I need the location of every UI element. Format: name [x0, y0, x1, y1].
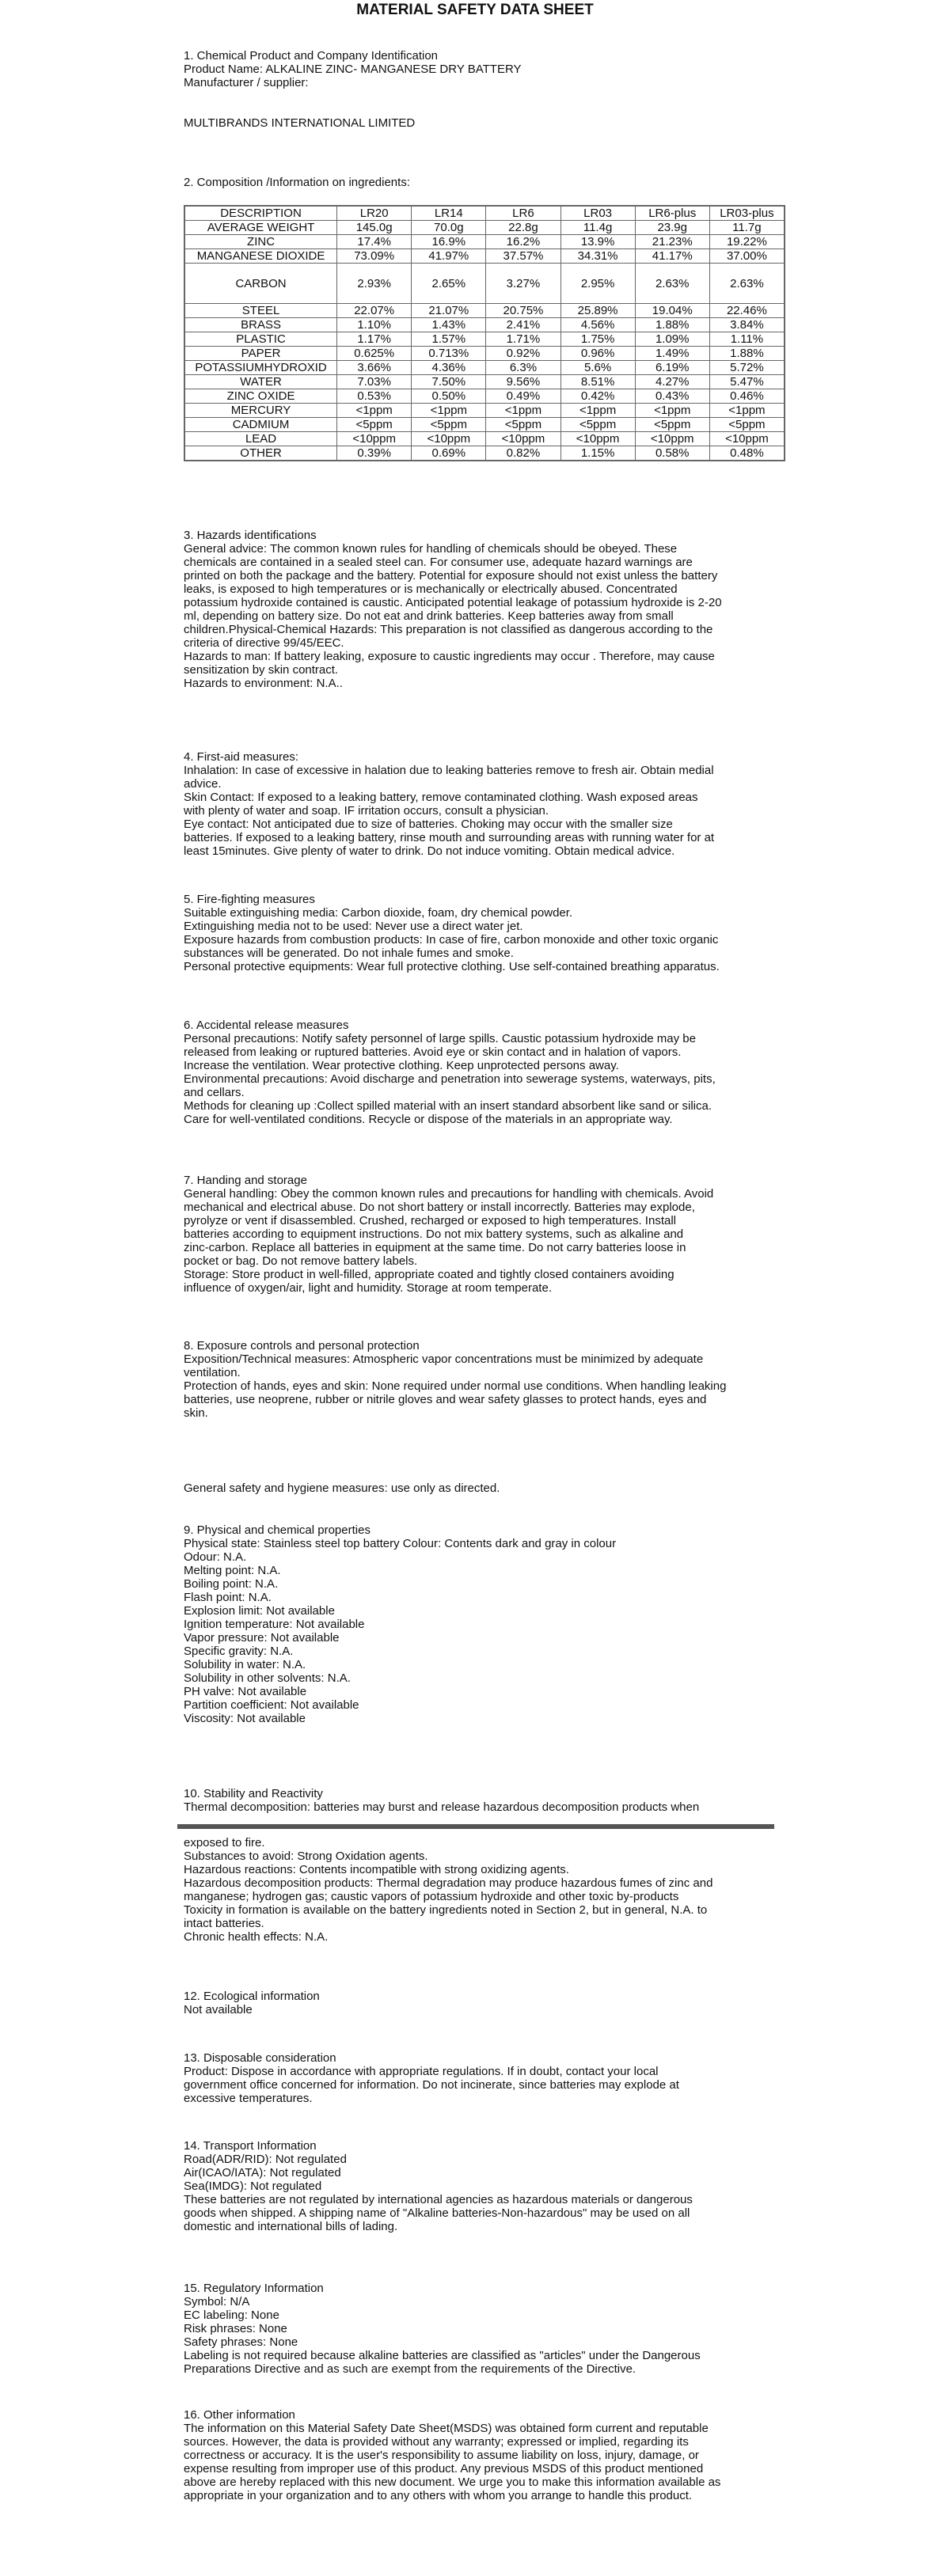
s4-line: advice. — [184, 777, 222, 791]
s10b-line: manganese; hydrogen gas; caustic vapors of potassium hydroxide and other toxic by-products — [184, 1890, 679, 1903]
row-label: OTHER — [184, 446, 337, 461]
s10a-line: Thermal decomposition: batteries may burst and release hazardous decomposition products when — [184, 1800, 700, 1814]
table-cell: 1.43% — [412, 318, 486, 332]
table-cell: 37.57% — [486, 249, 560, 264]
table-cell: 1.15% — [560, 446, 635, 461]
table-row — [184, 318, 785, 332]
table-cell: 25.89% — [560, 304, 635, 318]
column-header: LR6 — [486, 206, 560, 221]
row-label: WATER — [184, 375, 337, 389]
row-label: ZINC OXIDE — [184, 389, 337, 404]
s1-line — [184, 103, 785, 116]
table-cell: 4.56% — [560, 318, 635, 332]
s6-line: Methods for cleaning up :Collect spilled material with an insert standard absorbent like sand or silica. — [184, 1099, 712, 1113]
table-cell: 7.50% — [412, 375, 486, 389]
s4-line: Skin Contact: If exposed to a leaking battery, remove contaminated clothing. Wash exposed areas — [184, 791, 698, 804]
table-cell: 19.04% — [635, 304, 709, 318]
table-cell: 41.97% — [412, 249, 486, 264]
s7-line: zinc-carbon. Replace all batteries in equipment at the same time. Do not carry batteries loose in — [184, 1241, 686, 1254]
s12-heading: 12. Ecological information — [184, 1990, 320, 2003]
s1-line — [184, 89, 785, 103]
column-header: LR03-plus — [709, 206, 785, 221]
table-cell: 1.09% — [635, 332, 709, 347]
s10b-line: Hazardous reactions: Contents incompatible with strong oxidizing agents. — [184, 1863, 569, 1876]
table-cell: <10ppm — [412, 432, 486, 446]
s9-line: Vapor pressure: Not available — [184, 1631, 340, 1645]
s7-heading: 7. Handing and storage — [184, 1174, 307, 1187]
table-cell: <1ppm — [486, 404, 560, 418]
s3-line: General advice: The common known rules for handling of chemicals should be obeyed. These — [184, 542, 678, 556]
table-cell: 145.0g — [337, 221, 412, 235]
table-cell: 37.00% — [709, 249, 785, 264]
s3-line: printed on both the package and the battery. Potential for exposure should not exist unless the battery — [184, 569, 718, 582]
s3-line: Hazards to man: If battery leaking, exposure to caustic ingredients may occur . Therefore, may cause — [184, 650, 715, 663]
s10b-line: Chronic health effects: N.A. — [184, 1930, 329, 1944]
s14-line: These batteries are not regulated by international agencies as hazardous materials or dangerous — [184, 2193, 693, 2206]
table-row — [184, 264, 785, 304]
s9-line: PH valve: Not available — [184, 1685, 307, 1698]
s8-line: ventilation. — [184, 1366, 241, 1379]
table-cell: 2.93% — [337, 264, 412, 304]
table-cell: 2.65% — [412, 264, 486, 304]
s5-line: Suitable extinguishing media: Carbon dioxide, foam, dry chemical powder. — [184, 906, 573, 920]
s5-line: substances will be generated. Do not inhale fumes and smoke. — [184, 947, 514, 960]
table-cell: 0.69% — [412, 446, 486, 461]
s8-line: Protection of hands, eyes and skin: None required under normal use conditions. When handling leaking — [184, 1379, 727, 1393]
table-cell: 3.66% — [337, 361, 412, 375]
s4-line: batteries. If exposed to a leaking battery, rinse mouth and surrounding areas with running water for at — [184, 831, 715, 844]
table-cell: <1ppm — [337, 404, 412, 418]
table-cell: <5ppm — [486, 418, 560, 432]
s7-line: Storage: Store product in well-filled, appropriate coated and tightly closed containers avoiding — [184, 1268, 674, 1281]
page-break-divider — [177, 1824, 774, 1829]
s7-line: mechanical and electrical abuse. Do not short battery or install incorrectly. Batteries may explode, — [184, 1201, 695, 1214]
s15-line: EC labeling: None — [184, 2309, 279, 2322]
s13-line: government office concerned for information. Do not incinerate, since batteries may explode at — [184, 2078, 679, 2092]
s3-line: potassium hydroxide contained is caustic. Anticipated potential leakage of potassium hydroxide is 2-20 — [184, 596, 722, 609]
column-header: LR6-plus — [635, 206, 709, 221]
table-cell: 0.42% — [560, 389, 635, 404]
table-row — [184, 375, 785, 389]
table-row — [184, 221, 785, 235]
section-10-stability-part-1 — [184, 1787, 785, 1814]
s5-heading: 5. Fire-fighting measures — [184, 893, 315, 906]
s7-line: General handling: Obey the common known rules and precautions for handling with chemicals. Avoid — [184, 1187, 714, 1201]
s4-line: Inhalation: In case of excessive in halation due to leaking batteries remove to fresh air. Obtain medial — [184, 764, 714, 777]
table-cell: 2.95% — [560, 264, 635, 304]
s5-line: Exposure hazards from combustion products: In case of fire, carbon monoxide and other toxic organic — [184, 933, 719, 947]
table-cell: 0.713% — [412, 347, 486, 361]
table-cell: 0.43% — [635, 389, 709, 404]
section-16-other-info — [184, 2408, 785, 2502]
section-4-first-aid — [184, 750, 785, 858]
s1-heading: 1. Chemical Product and Company Identification — [184, 49, 439, 63]
table-cell: <1ppm — [560, 404, 635, 418]
s8-line: batteries, use neoprene, rubber or nitrile gloves and wear safety glasses to protect hands, eyes and — [184, 1393, 707, 1406]
s3-line: ml, depending on battery size. Do not eat and drink batteries. Keep batteries away from small — [184, 609, 674, 623]
row-label: CARBON — [184, 264, 337, 304]
table-cell: 41.17% — [635, 249, 709, 264]
s15-line: Safety phrases: None — [184, 2335, 298, 2349]
s1-line: Product Name: ALKALINE ZINC- MANGANESE DRY BATTERY — [184, 63, 522, 76]
s8-heading: 8. Exposure controls and personal protection — [184, 1339, 420, 1352]
table-cell: 0.92% — [486, 347, 560, 361]
section-7-handling-storage — [184, 1174, 785, 1295]
s14-line: domestic and international bills of lading. — [184, 2220, 398, 2233]
section-15-regulatory — [184, 2282, 785, 2376]
s16-line: correctness or accuracy. It is the user's responsibility to assume liability on loss, injury, damage, or — [184, 2449, 699, 2462]
section-10-stability-part-2 — [184, 1836, 785, 1944]
table-header-row — [184, 206, 785, 221]
table-row — [184, 446, 785, 461]
table-cell: 22.07% — [337, 304, 412, 318]
column-header: DESCRIPTION — [184, 206, 337, 221]
table-cell: <10ppm — [337, 432, 412, 446]
table-cell: 1.57% — [412, 332, 486, 347]
row-label: AVERAGE WEIGHT — [184, 221, 337, 235]
s16-line: The information on this Material Safety Date Sheet(MSDS) was obtained form current and reputable — [184, 2422, 709, 2435]
table-cell: 70.0g — [412, 221, 486, 235]
table-cell: <5ppm — [412, 418, 486, 432]
s1-line: MULTIBRANDS INTERNATIONAL LIMITED — [184, 116, 416, 130]
table-cell: 4.27% — [635, 375, 709, 389]
table-cell: 1.17% — [337, 332, 412, 347]
s3-line: chemicals are contained in a sealed steel can. For consumer use, adequate hazard warnings are — [184, 556, 693, 569]
s10b-line: Substances to avoid: Strong Oxidation agents. — [184, 1849, 428, 1863]
s14-line: Air(ICAO/IATA): Not regulated — [184, 2166, 341, 2180]
s16-line: sources. However, the data is provided without any warranty; expressed or implied, regarding its — [184, 2435, 689, 2449]
table-cell: 1.88% — [709, 347, 785, 361]
row-label: MANGANESE DIOXIDE — [184, 249, 337, 264]
table-cell: 1.88% — [635, 318, 709, 332]
s15-heading: 15. Regulatory Information — [184, 2282, 324, 2295]
s4-heading: 4. First-aid measures: — [184, 750, 299, 764]
table-row — [184, 235, 785, 249]
s14-line: Road(ADR/RID): Not regulated — [184, 2153, 347, 2166]
table-cell: 5.47% — [709, 375, 785, 389]
table-cell: 6.19% — [635, 361, 709, 375]
row-label: PAPER — [184, 347, 337, 361]
table-cell: 0.625% — [337, 347, 412, 361]
table-cell: 23.9g — [635, 221, 709, 235]
table-cell: 11.7g — [709, 221, 785, 235]
table-row — [184, 389, 785, 404]
s6-heading: 6. Accidental release measures — [184, 1019, 349, 1032]
column-header: LR20 — [337, 206, 412, 221]
row-label: CADMIUM — [184, 418, 337, 432]
s10b-heading: exposed to fire. — [184, 1836, 265, 1849]
section-8-exposure-controls — [184, 1339, 785, 1420]
row-label: ZINC — [184, 235, 337, 249]
s14-line: Sea(IMDG): Not regulated — [184, 2180, 322, 2193]
s3-heading: 3. Hazards identifications — [184, 529, 317, 542]
s9-line: Ignition temperature: Not available — [184, 1618, 365, 1631]
row-label: STEEL — [184, 304, 337, 318]
s15-line: Labeling is not required because alkaline batteries are classified as "articles" under the Dangerous — [184, 2349, 701, 2362]
table-cell: 16.2% — [486, 235, 560, 249]
table-cell: 1.49% — [635, 347, 709, 361]
table-cell: 13.9% — [560, 235, 635, 249]
table-cell: 1.11% — [709, 332, 785, 347]
table-cell: 16.9% — [412, 235, 486, 249]
s9-line: Partition coefficient: Not available — [184, 1698, 359, 1712]
table-cell: 4.36% — [412, 361, 486, 375]
row-label: BRASS — [184, 318, 337, 332]
s10b-line: Hazardous decomposition products: Thermal degradation may produce hazardous fumes of zinc and — [184, 1876, 713, 1890]
table-row — [184, 332, 785, 347]
section-3-hazards — [184, 529, 785, 690]
s15-line: Symbol: N/A — [184, 2295, 250, 2309]
s4-line: Eye contact: Not anticipated due to size of batteries. Choking may occur with the smaller size — [184, 818, 673, 831]
s7-line: batteries according to equipment instructions. Do not mix battery systems, such as alkaline and — [184, 1227, 684, 1241]
table-row — [184, 404, 785, 418]
row-label: POTASSIUMHYDROXID — [184, 361, 337, 375]
column-header: LR03 — [560, 206, 635, 221]
s9-line: Flash point: N.A. — [184, 1591, 272, 1604]
s5-line: Personal protective equipments: Wear full protective clothing. Use self-contained breathing apparatus. — [184, 960, 720, 973]
general-hygiene-measures: General safety and hygiene measures: use only as directed. — [184, 1481, 500, 1495]
s12-line: Not available — [184, 2003, 253, 2016]
s3-line: sensitization by skin contract. — [184, 663, 339, 677]
section-14-transport — [184, 2139, 785, 2233]
s6-line: Care for well-ventilated conditions. Recycle or dispose of the materials in an appropriate way. — [184, 1113, 673, 1126]
table-cell: 73.09% — [337, 249, 412, 264]
table-cell: <10ppm — [560, 432, 635, 446]
s9-line: Physical state: Stainless steel top battery Colour: Contents dark and gray in colour — [184, 1537, 617, 1550]
s14-line: goods when shipped. A shipping name of "Alkaline batteries-Non-hazardous" may be used on all — [184, 2206, 690, 2220]
section-1-identification — [184, 49, 785, 130]
table-cell: 22.8g — [486, 221, 560, 235]
table-cell: 2.63% — [635, 264, 709, 304]
table-cell: 0.82% — [486, 446, 560, 461]
table-cell: 0.46% — [709, 389, 785, 404]
table-cell: 34.31% — [560, 249, 635, 264]
s9-line: Boiling point: N.A. — [184, 1577, 279, 1591]
column-header: LR14 — [412, 206, 486, 221]
table-cell: <5ppm — [635, 418, 709, 432]
table-row — [184, 304, 785, 318]
section-12-ecological — [184, 1990, 785, 2016]
section-2-composition — [184, 176, 785, 461]
table-cell: 21.23% — [635, 235, 709, 249]
table-cell: <1ppm — [412, 404, 486, 418]
table-cell: <10ppm — [709, 432, 785, 446]
s15-line: Preparations Directive and as such are exempt from the requirements of the Directive. — [184, 2362, 636, 2376]
table-cell: 2.41% — [486, 318, 560, 332]
table-cell: 22.46% — [709, 304, 785, 318]
composition-table — [184, 205, 785, 461]
section-2-heading: 2. Composition /Information on ingredients: — [184, 176, 410, 189]
s7-line: pyrolyze or vent if disassembled. Crushed, recharged or exposed to high temperatures. Install — [184, 1214, 676, 1227]
s8-line: Exposition/Technical measures: Atmospheric vapor concentrations must be minimized by adequate — [184, 1352, 704, 1366]
section-6-accidental-release — [184, 1019, 785, 1126]
s10b-line: intact batteries. — [184, 1917, 264, 1930]
table-row — [184, 249, 785, 264]
table-cell: 20.75% — [486, 304, 560, 318]
table-cell: 5.72% — [709, 361, 785, 375]
s10a-heading: 10. Stability and Reactivity — [184, 1787, 323, 1800]
table-cell: 1.10% — [337, 318, 412, 332]
table-cell: 19.22% — [709, 235, 785, 249]
table-row — [184, 418, 785, 432]
s13-line: excessive temperatures. — [184, 2092, 313, 2105]
section-13-disposal — [184, 2051, 785, 2105]
table-cell: 3.27% — [486, 264, 560, 304]
s4-line: with plenty of water and soap. IF irritation occurs, consult a physician. — [184, 804, 549, 818]
s3-line: children.Physical-Chemical Hazards: This preparation is not classified as dangerous according to the — [184, 623, 713, 636]
table-cell: <10ppm — [486, 432, 560, 446]
section-9-physical-properties — [184, 1523, 785, 1725]
table-cell: 0.58% — [635, 446, 709, 461]
s9-line: Viscosity: Not available — [184, 1712, 306, 1725]
table-cell: 0.96% — [560, 347, 635, 361]
table-cell: 0.49% — [486, 389, 560, 404]
s15-line: Risk phrases: None — [184, 2322, 287, 2335]
s8-line: skin. — [184, 1406, 208, 1420]
table-cell: 6.3% — [486, 361, 560, 375]
s9-line: Solubility in other solvents: N.A. — [184, 1671, 351, 1685]
row-label: PLASTIC — [184, 332, 337, 347]
table-cell: <5ppm — [337, 418, 412, 432]
s4-line: least 15minutes. Give plenty of water to drink. Do not induce vomiting. Obtain medical advice. — [184, 844, 675, 858]
table-cell: 2.63% — [709, 264, 785, 304]
table-cell: <10ppm — [635, 432, 709, 446]
table-cell: 1.71% — [486, 332, 560, 347]
table-cell: 0.50% — [412, 389, 486, 404]
row-label: MERCURY — [184, 404, 337, 418]
s6-line: Increase the ventilation. Wear protective clothing. Keep unprotected persons away. — [184, 1059, 619, 1072]
s3-line: criteria of directive 99/45/EEC. — [184, 636, 344, 650]
s6-line: released from leaking or ruptured batteries. Avoid eye or skin contact and in halation of vapors. — [184, 1045, 682, 1059]
table-cell: 0.39% — [337, 446, 412, 461]
table-cell: 17.4% — [337, 235, 412, 249]
document-title: MATERIAL SAFETY DATA SHEET — [356, 2, 594, 18]
table-cell: <5ppm — [709, 418, 785, 432]
s5-line: Extinguishing media not to be used: Never use a direct water jet. — [184, 920, 523, 933]
table-cell: 9.56% — [486, 375, 560, 389]
table-cell: 5.6% — [560, 361, 635, 375]
s16-line: appropriate in your organization and to any others with whom you arrange to handle this product. — [184, 2489, 693, 2502]
s6-line: and cellars. — [184, 1086, 245, 1099]
s10b-line: Toxicity in formation is available on the battery ingredients noted in Section 2, but in general, N.A. to — [184, 1903, 708, 1917]
table-cell: 0.53% — [337, 389, 412, 404]
s9-line: Solubility in water: N.A. — [184, 1658, 306, 1671]
section-5-fire-fighting — [184, 893, 785, 973]
s7-line: pocket or bag. Do not remove battery labels. — [184, 1254, 418, 1268]
table-cell: <1ppm — [709, 404, 785, 418]
table-row — [184, 347, 785, 361]
s9-line: Melting point: N.A. — [184, 1564, 281, 1577]
table-cell: 11.4g — [560, 221, 635, 235]
s13-heading: 13. Disposable consideration — [184, 2051, 336, 2065]
s9-line: Odour: N.A. — [184, 1550, 247, 1564]
table-cell: 0.48% — [709, 446, 785, 461]
table-cell: 3.84% — [709, 318, 785, 332]
table-cell: 8.51% — [560, 375, 635, 389]
s3-line: Hazards to environment: N.A.. — [184, 677, 343, 690]
table-cell: 1.75% — [560, 332, 635, 347]
s7-line: influence of oxygen/air, light and humidity. Storage at room temperate. — [184, 1281, 552, 1295]
s16-heading: 16. Other information — [184, 2408, 295, 2422]
table-row — [184, 432, 785, 446]
s16-line: expense resulting from improper use of this product. Any previous MSDS of this product mentioned — [184, 2462, 704, 2475]
s3-line: leaks, is exposed to high temperatures or is mechanically or electrically abused. Concentrated — [184, 582, 678, 596]
s1-line: Manufacturer / supplier: — [184, 76, 309, 89]
s6-line: Personal precautions: Notify safety personnel of large spills. Caustic potassium hydroxide may be — [184, 1032, 696, 1045]
s16-line: above are hereby replaced with this new document. We urge you to make this information available as — [184, 2475, 721, 2489]
s14-heading: 14. Transport Information — [184, 2139, 317, 2153]
table-cell: <1ppm — [635, 404, 709, 418]
s6-line: Environmental precautions: Avoid discharge and penetration into sewerage systems, waterways, pits, — [184, 1072, 716, 1086]
table-cell: 21.07% — [412, 304, 486, 318]
table-row — [184, 361, 785, 375]
table-cell: 7.03% — [337, 375, 412, 389]
s13-line: Product: Dispose in accordance with appropriate regulations. If in doubt, contact your local — [184, 2065, 659, 2078]
table-cell: <5ppm — [560, 418, 635, 432]
s9-line: Explosion limit: Not available — [184, 1604, 335, 1618]
s9-heading: 9. Physical and chemical properties — [184, 1523, 370, 1537]
s9-line: Specific gravity: N.A. — [184, 1645, 294, 1658]
row-label: LEAD — [184, 432, 337, 446]
